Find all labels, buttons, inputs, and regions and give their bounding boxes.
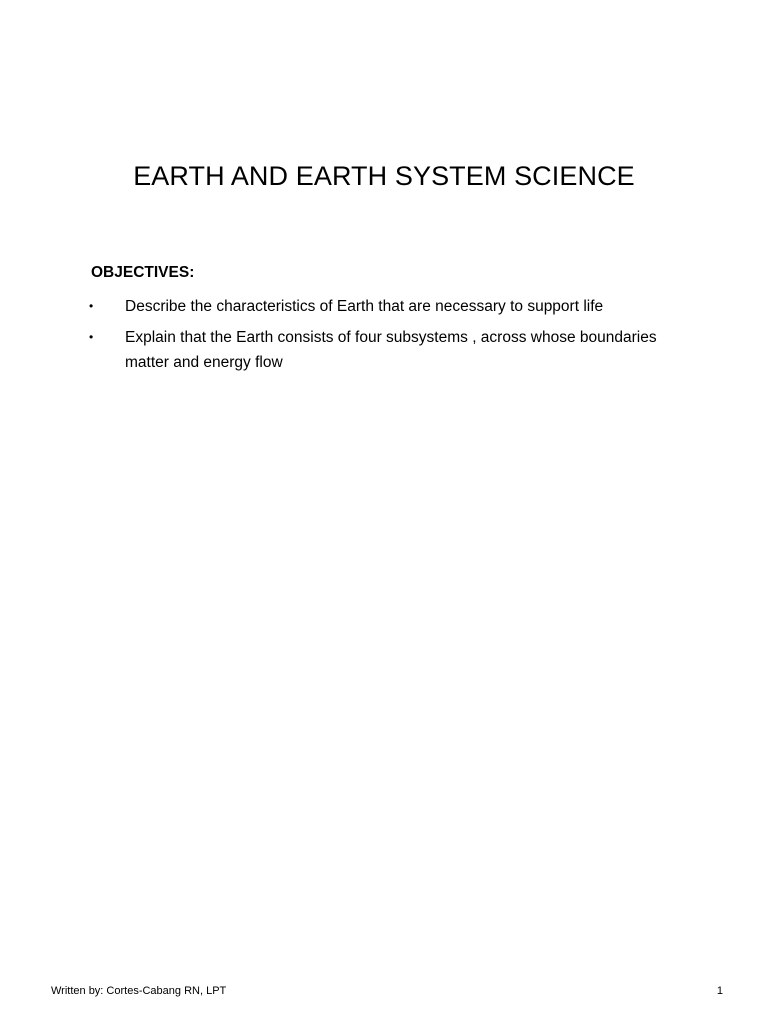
page-number: 1 — [716, 985, 723, 997]
objective-item — [91, 294, 671, 319]
objective-text: Describe the characteristics of Earth that are necessary to support life — [125, 298, 604, 315]
bullet-icon: • — [89, 330, 94, 344]
footer-author: Written by: Cortes-Cabang RN, LPT — [51, 985, 227, 997]
objectives-list — [91, 294, 671, 381]
page-title: EARTH AND EARTH SYSTEM SCIENCE — [133, 161, 635, 191]
objectives-heading: OBJECTIVES: — [91, 264, 195, 281]
bullet-icon: • — [89, 299, 94, 313]
page-footer — [51, 982, 723, 1000]
objective-text: Explain that the Earth consists of four subsystems , across whose boundaries matter and energy flow — [125, 329, 657, 371]
objective-item — [91, 325, 671, 375]
